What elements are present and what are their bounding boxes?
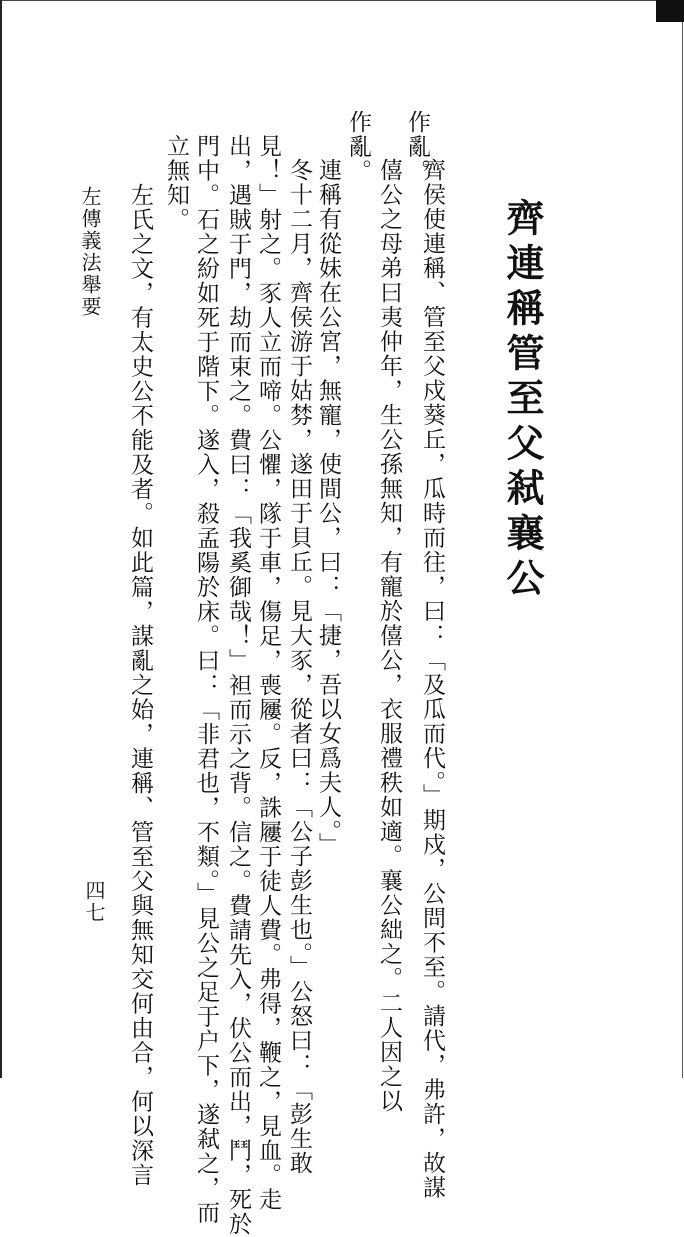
text-column-11: 左氏之文，有太史公不能及者。如此篇，謀亂之始，連稱、管至父與無知交何由合，何以深言	[127, 183, 153, 1188]
text-column-1: 齊侯使連稱、管至父戍葵丘，瓜時而往，曰：「及瓜而代。」期戍，公問不至。請代，弗許，故謀	[419, 158, 445, 1200]
text-column-10: 立無知。	[163, 134, 189, 232]
text-column-8: 出，遇賊于門，劫而束之。費曰：「我奚御哉！」袒而示之背。信之。費請先入，伏公而出，鬥，死於	[225, 134, 251, 1237]
page-number: 四七	[82, 880, 106, 924]
article-title: 齊連稱管至父弒襄公	[500, 198, 545, 603]
text-column-5: 連稱有從妹在公宮，無寵，使間公，曰：「捷，吾以女爲夫人。」	[315, 158, 341, 857]
text-column-4: 作亂。	[345, 110, 371, 184]
running-header: 左傳義法舉要	[78, 186, 102, 318]
text-column-7: 見！」射之。豕人立而啼。公懼，隊于車，傷足，喪屨。反，誅屨于徒人費。弗得，鞭之，見血。走	[255, 134, 281, 1212]
scan-corner-mark	[656, 0, 684, 22]
text-column-3: 僖公之母弟曰夷仲年，生公孫無知，有寵於僖公，衣服禮秩如適。襄公絀之。二人因之以	[376, 158, 402, 1114]
text-column-2: 作亂。	[404, 110, 430, 184]
text-column-9: 門中。石之紛如死于階下。遂入，殺孟陽於床。曰：「非君也，不類。」見公之足于户下，遂弒之，而	[193, 134, 219, 1225]
text-column-6: 冬十二月，齊侯游于姑棼，遂田于貝丘。見大豕，從者曰：「公子彭生也。」公怒曰：「彭生敢	[286, 158, 312, 1176]
